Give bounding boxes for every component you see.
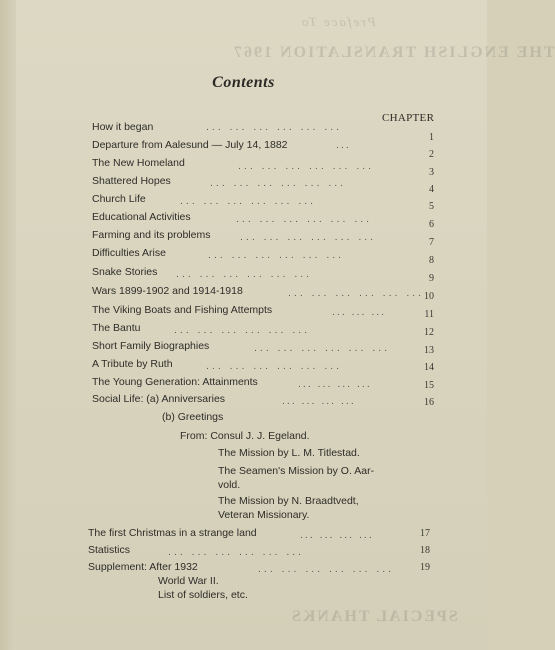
toc-entry-title: The Bantu [92, 322, 141, 334]
leader-dots: ... ... ... [332, 306, 387, 318]
toc-entry-title: The Young Generation: Attainments [92, 376, 258, 388]
toc-entry-title: Wars 1899-1902 and 1914-1918 [92, 285, 243, 297]
leader-dots: ... ... ... ... ... ... [238, 160, 375, 172]
toc-subentry-line: The Mission by N. Braadtvedt, [218, 495, 359, 507]
chapter-number: 1 [429, 132, 434, 143]
bleed-through-text: SPECIAL THANKS [290, 608, 458, 625]
leader-dots: ... ... ... ... ... ... [174, 324, 311, 336]
leader-dots: ... ... ... ... ... ... [236, 213, 373, 225]
toc-entry-title: Statistics [88, 544, 131, 556]
chapter-number: 11 [424, 309, 434, 320]
chapter-number: 3 [429, 167, 434, 178]
toc-entry-title: Short Family Biographies [92, 340, 210, 352]
leader-dots: ... ... ... ... [300, 529, 374, 541]
toc-entry-title: Church Life [92, 193, 146, 205]
leader-dots: ... ... ... ... ... ... [210, 177, 347, 189]
leader-dots: ... [336, 139, 351, 151]
toc-entry-title: The Viking Boats and Fishing Attempts [92, 304, 273, 316]
leader-dots: ... ... ... ... ... ... [206, 360, 343, 372]
toc-entry-title: Snake Stories [92, 266, 158, 278]
chapter-number: 4 [429, 184, 434, 195]
chapter-number: 13 [424, 345, 434, 356]
toc-entry-title: Difficulties Arise [92, 247, 166, 259]
toc-entry-title: How it began [92, 121, 154, 133]
toc-entry-title: Supplement: After 1932 [88, 561, 198, 573]
leader-dots: ... ... ... ... ... ... [176, 268, 313, 280]
toc-subentry-line: vold. [218, 479, 241, 491]
chapter-number: 6 [429, 219, 434, 230]
bleed-through-text: THE ENGLISH TRANSLATION 1967 [232, 44, 555, 61]
chapter-number: 9 [429, 273, 434, 284]
toc-entry-title: Shattered Hopes [92, 175, 171, 187]
toc-entry-title: The New Homeland [92, 157, 185, 169]
toc-subentry-from: From: Consul J. J. Egeland. [180, 430, 310, 442]
chapter-number: 18 [420, 545, 430, 556]
chapter-column-heading: CHAPTER [382, 112, 435, 124]
leader-dots: ... ... ... ... ... ... [254, 342, 391, 354]
toc-entry-title: Educational Activities [92, 211, 191, 223]
toc-subentry-line: The Mission by L. M. Titlestad. [218, 447, 360, 459]
chapter-number: 8 [429, 255, 434, 266]
toc-entry-title: Farming and its problems [92, 229, 211, 241]
page-title: Contents [212, 74, 275, 91]
chapter-number: 17 [420, 528, 430, 539]
leader-dots: ... ... ... ... ... ... [240, 231, 377, 243]
leader-dots: ... ... ... ... [282, 395, 356, 407]
toc-subentry-line: The Seamen's Mission by O. Aar- [218, 465, 375, 477]
leader-dots: ... ... ... ... ... ... [208, 249, 345, 261]
chapter-number: 5 [429, 201, 434, 212]
toc-subentry-line: Veteran Missionary. [218, 509, 310, 521]
toc-entry-title: A Tribute by Ruth [92, 358, 173, 370]
chapter-number: 12 [424, 327, 434, 338]
leader-dots: ... ... ... ... ... ... [288, 287, 425, 299]
leader-dots: ... ... ... ... [298, 378, 372, 390]
toc-entry-title: The first Christmas in a strange land [88, 527, 257, 539]
leader-dots: ... ... ... ... ... ... [168, 546, 305, 558]
leader-dots: ... ... ... ... ... ... [258, 563, 395, 575]
bleed-through-text: Preface To [300, 14, 376, 29]
chapter-number: 10 [424, 291, 434, 302]
chapter-number: 15 [424, 380, 434, 391]
toc-entry-title: Social Life: (a) Anniversaries [92, 393, 226, 405]
chapter-number: 7 [429, 237, 434, 248]
leader-dots: ... ... ... ... ... ... [206, 121, 343, 133]
toc-subentry-label: (b) Greetings [162, 411, 224, 423]
toc-subentry-line: World War II. [158, 575, 219, 587]
leader-dots: ... ... ... ... ... ... [180, 195, 317, 207]
toc-subentry-line: List of soldiers, etc. [158, 589, 248, 601]
chapter-number: 2 [429, 149, 434, 160]
chapter-number: 19 [420, 562, 430, 573]
chapter-number: 16 [424, 397, 434, 408]
chapter-number: 14 [424, 362, 434, 373]
toc-entry-title: Departure from Aalesund — July 14, 1882 [92, 139, 288, 151]
page-binding-edge [0, 0, 16, 650]
